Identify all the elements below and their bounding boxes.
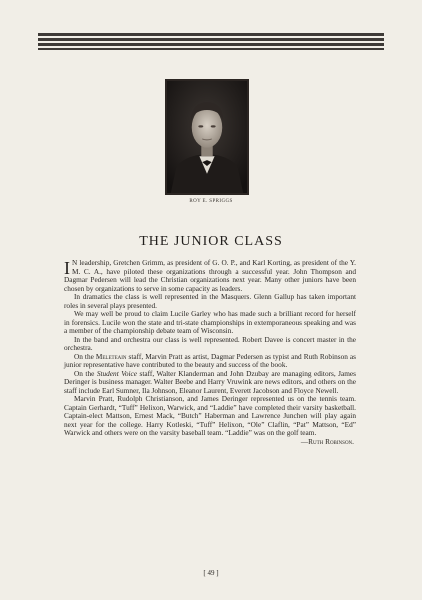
paragraph-5 [64, 353, 356, 370]
paragraph-4: In the band and orchestra our class is well represented. Robert Davee is concert master in the orchestra. [64, 334, 356, 352]
top-rule-2 [38, 38, 384, 41]
paragraph-6-text: staff, Walter Klanderman and John Dzubay are managing editors, James Deringer is business manager. Walter Beebe and Harry Vruwink are news editors, and others on the staff include Earl Sumner, Ila Johnson, Eleanor Laurent, Everett Jacobson and Floyce Newell. [64, 368, 357, 395]
portrait-photo [165, 79, 249, 195]
page-title: THE JUNIOR CLASS [139, 234, 283, 249]
student-voice-name: Student Voice [96, 368, 138, 378]
paragraph-1-text: N leadership, Gretchen Grimm, as president of G. O. P., and Karl Korting, as president of the Y. M. C. A., have piloted these organizations through a successful year. John Thompson and Dagmar Pedersen will lead the Christian organizations next year. Many other juniors have been chosen by organizations to serve in some capacity as leaders. [64, 258, 356, 293]
paragraph-2: In dramatics the class is well represented in the Masquers. Glenn Gallup has taken important roles in several plays presented. [64, 292, 356, 310]
paragraph-5-text: staff, Marvin Pratt as artist, Dagmar Pedersen as typist and Ruth Robinson as junior representative have contributed to the beauty and success of the book. [64, 351, 356, 369]
photo-caption: ROY E. SPRIGGS [189, 199, 233, 204]
author-signature: —Ruth Robinson. [300, 436, 354, 446]
page-number: [ 49 ] [203, 569, 219, 577]
paragraph-5-lead: On the [74, 351, 96, 361]
top-rule-3 [38, 43, 384, 46]
paragraph-7: Marvin Pratt, Rudolph Christianson, and James Deringer represented us on the tennis team. Captain Gerhardt, “Tuff” Helixon, Warwick, and “Laddie” have completed their varsity basketball. Captain-elect Mattson, Ernest Mack, “Butch” Haberman and Lawrence Junchen will play again next year for the college. Harry Kotleski, “Tuff” Helixon, “Ole” Claflin, “Pat” Mattson, “Ed” Warwick and others were on the varsity baseball team. “Laddie” was on the golf team. [64, 394, 356, 437]
paragraph-1 [64, 259, 356, 293]
paragraph-6-lead: On the [74, 368, 97, 378]
top-rule-band [38, 33, 384, 52]
portrait-image [167, 81, 247, 193]
drop-cap: I [64, 258, 70, 278]
paragraph-6 [64, 370, 356, 396]
paragraph-3: We may well be proud to claim Lucile Garley who has made such a brilliant record for herself in forensics. Lucile won the state and tri-state championships in extemporaneous speaking and was a member of the championship debate team of Wisconsin. [64, 309, 356, 335]
article-body [64, 259, 356, 446]
top-rule-1 [38, 33, 384, 36]
top-rule-4 [38, 48, 384, 50]
meleteain-name: Meleteain [95, 351, 127, 361]
